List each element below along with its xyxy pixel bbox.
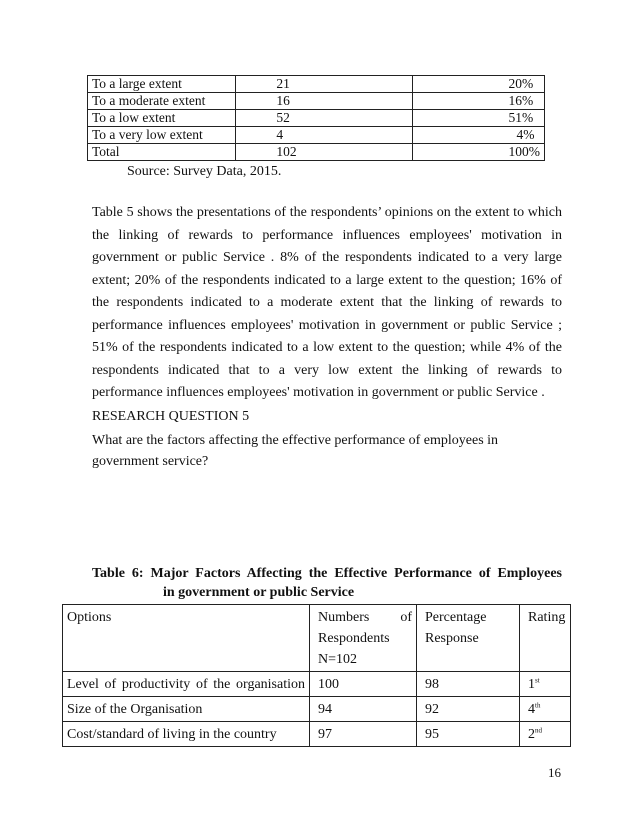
header-rating: Rating <box>520 605 571 672</box>
table-row <box>88 110 545 127</box>
rating-suffix: th <box>535 701 541 710</box>
rating-suffix: nd <box>535 726 542 735</box>
rating-cell <box>520 697 571 722</box>
row-count: 52 <box>236 110 412 127</box>
percent-cell: 98 <box>417 672 520 697</box>
table-row <box>88 127 545 144</box>
row-percent: 20% <box>412 76 545 93</box>
row-percent: 51% <box>412 110 545 127</box>
row-label: To a large extent <box>88 76 236 93</box>
table-header-row <box>63 605 571 672</box>
table-source: Source: Survey Data, 2015. <box>127 164 282 179</box>
table-row <box>88 76 545 93</box>
factors-table <box>62 604 571 747</box>
option-cell: Size of the Organisation <box>63 697 310 722</box>
option-text: Level of productivity of the organisation <box>67 677 305 692</box>
number-cell: 94 <box>310 697 417 722</box>
row-count: 102 <box>236 144 412 161</box>
header-numbers <box>310 605 417 672</box>
row-count: 21 <box>236 76 412 93</box>
number-cell: 100 <box>310 672 417 697</box>
percent-cell: 92 <box>417 697 520 722</box>
research-question-text: What are the factors affecting the effective performance of employees in government service? <box>92 433 499 469</box>
header-options: Options <box>63 605 310 672</box>
row-label: To a low extent <box>88 110 236 127</box>
row-percent: 4% <box>412 127 545 144</box>
header-numbers-text: Numbers of Respondents N=102 <box>318 610 412 667</box>
option-cell <box>63 672 310 697</box>
rating-cell <box>520 672 571 697</box>
table-caption: Table 6: Major Factors Affecting the Effective Performance of Employees <box>92 566 562 581</box>
rating-value: 4 <box>528 702 535 717</box>
section-heading: RESEARCH QUESTION 5 <box>92 409 250 424</box>
header-percentage: Percentage Response <box>417 605 520 672</box>
row-count: 4 <box>236 127 412 144</box>
row-label: To a very low extent <box>88 127 236 144</box>
responses-table <box>87 75 545 161</box>
percent-cell: 95 <box>417 722 520 747</box>
rating-suffix: st <box>535 676 540 685</box>
number-cell: 97 <box>310 722 417 747</box>
rating-cell <box>520 722 571 747</box>
table-row <box>63 672 571 697</box>
row-label: To a moderate extent <box>88 93 236 110</box>
table-row <box>63 697 571 722</box>
rating-value: 1 <box>528 677 535 692</box>
row-label: Total <box>88 144 236 161</box>
body-paragraph: Table 5 shows the presentations of the respondents’ opinions on the extent to which the linking of rewards to performance influences employees' motivation in government or public Service . 8% of the respondents indicated to a very large extent; 20% of the respondents indicated to a large extent to the question; 16% of the respondents indicated to a moderate extent that the linking of rewards to performance influences employees' motivation in government or public Service ; 51% of the respondents indicated to a low extent to the question; while 4% of the respondents indicated that to a very low extent the linking of rewards to performance influences employees' motivation in government or public Service . <box>92 205 562 400</box>
table-row <box>63 722 571 747</box>
rating-value: 2 <box>528 727 535 742</box>
table-row-total <box>88 144 545 161</box>
page-number: 16 <box>548 765 561 780</box>
row-percent: 100% <box>412 144 545 161</box>
row-count: 16 <box>236 93 412 110</box>
table-row <box>88 93 545 110</box>
option-cell: Cost/standard of living in the country <box>63 722 310 747</box>
row-percent: 16% <box>412 93 545 110</box>
table-caption-continued: in government or public Service <box>163 585 355 600</box>
